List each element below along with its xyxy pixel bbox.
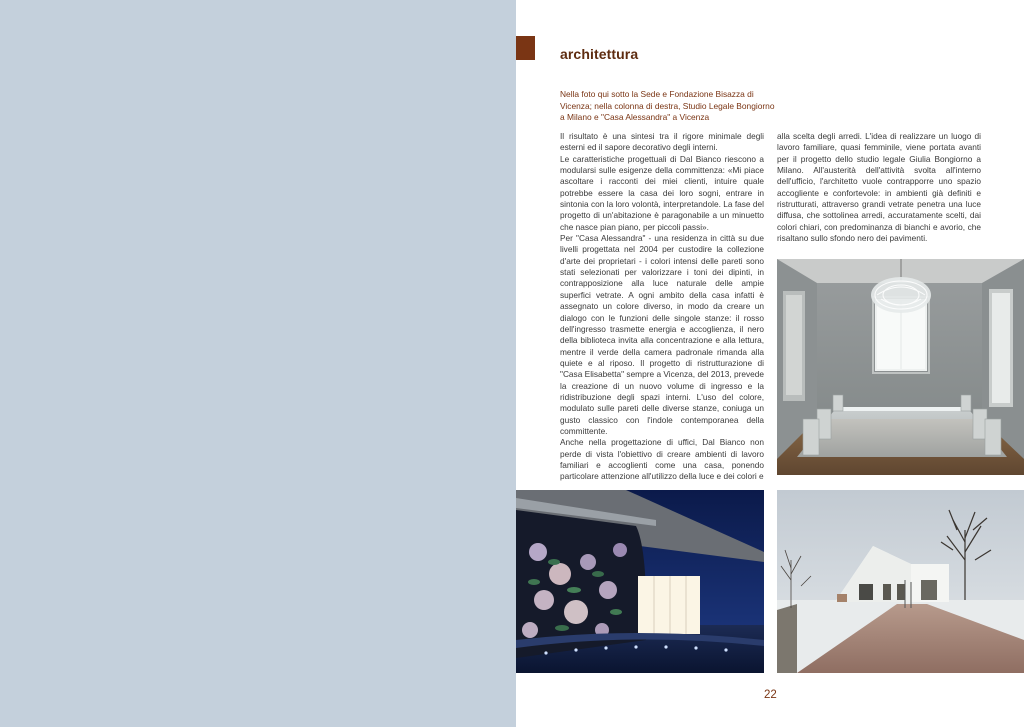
photo-casa-elisabetta (777, 490, 1024, 673)
section-title: architettura (560, 46, 639, 62)
photo-dining-room (777, 259, 1024, 475)
photo-caption (560, 89, 790, 124)
photo-bisazza-foundation (516, 490, 764, 673)
page-number: 22 (764, 689, 777, 701)
paragraph: Per "Casa Alessandra" - una residenza in città su due livelli progettata nel 2004 per custodire la collezione d'arte dei proprietari - i colori intensi delle pareti sono stati selezionati per valorizzare i toni dei dipinti, in contrapposizione alla luce naturale delle ampie superfici vetrate. A ogni ambito della casa infatti è assegnato un colore diverso, in modo da creare un dialogo con le funzioni delle singole stanze: il rosso dell'ingresso trasmette energia e accoglienza, il nero della biblioteca invita alla concentrazione e alla lettura, mentre il verde della camera padronale rimanda alla quiete e al riposo. Il progetto di ristrutturazione di "Casa Elisabetta" sempre a Vicenza, del 2013, prevede la creazione di un nuovo volume di ingresso e la ridistribuzione degli spazi interni. L'uso del colore, modulato sulle pareti delle diverse stanze, coniuga un gusto classico con l'indole contemporanea della committente. (560, 233, 764, 436)
magazine-page (516, 0, 1024, 727)
paragraph: Anche nella progettazione di uffici, Dal Bianco non perde di vista l'obiettivo di creare ambienti di lavoro familiari e accoglienti come una casa, ponendo particolare attenzione all'utilizzo della luce e dei colori e (560, 437, 764, 482)
paragraph: Il risultato è una sintesi tra il rigore minimale degli esterni ed il sapore decorativo degli interni. (560, 131, 764, 153)
caption-line: Nella foto qui sotto la Sede e Fondazione Bisazza di (560, 89, 754, 99)
paragraph: alla scelta degli arredi. L'idea di realizzare un luogo di lavoro familiare, quasi femminile, viene portata avanti per il progetto dello studio legale Giulia Bongiorno a Milano. All'austerità dell'attività svolta all'interno dell'ufficio, l'architetto vuole contrapporre uno spazio accogliente e confortevole: in ambienti già definiti e ristrutturati, attraverso grandi vetrate penetra una luce diffusa, che sottolinea arredi, accuratamente scelti, dai colori chiari, con predominanza di bianchi e avorio, che risaltano sullo sfondo nero dei pavimenti. (777, 131, 981, 244)
article-column-1 (560, 131, 764, 483)
caption-line: a Milano e "Casa Alessandra" a Vicenza (560, 112, 710, 122)
section-marker (516, 36, 535, 60)
paragraph: Le caratteristiche progettuali di Dal Bianco riescono a modularsi sulle esigenze della committenza: «Mi piace ascoltare i racconti dei miei clienti, intuire quale potrebbe essere la casa dei loro sogni, entrare in sintonia con la loro volontà, interpretandole. La fase del progetto di un'abitazione è paragonabile a un minuetto che nasce pian piano, per piccoli passi». (560, 153, 764, 232)
caption-line: Vicenza; nella colonna di destra, Studio Legale Bongiorno (560, 100, 775, 111)
article-column-2 (777, 131, 981, 244)
